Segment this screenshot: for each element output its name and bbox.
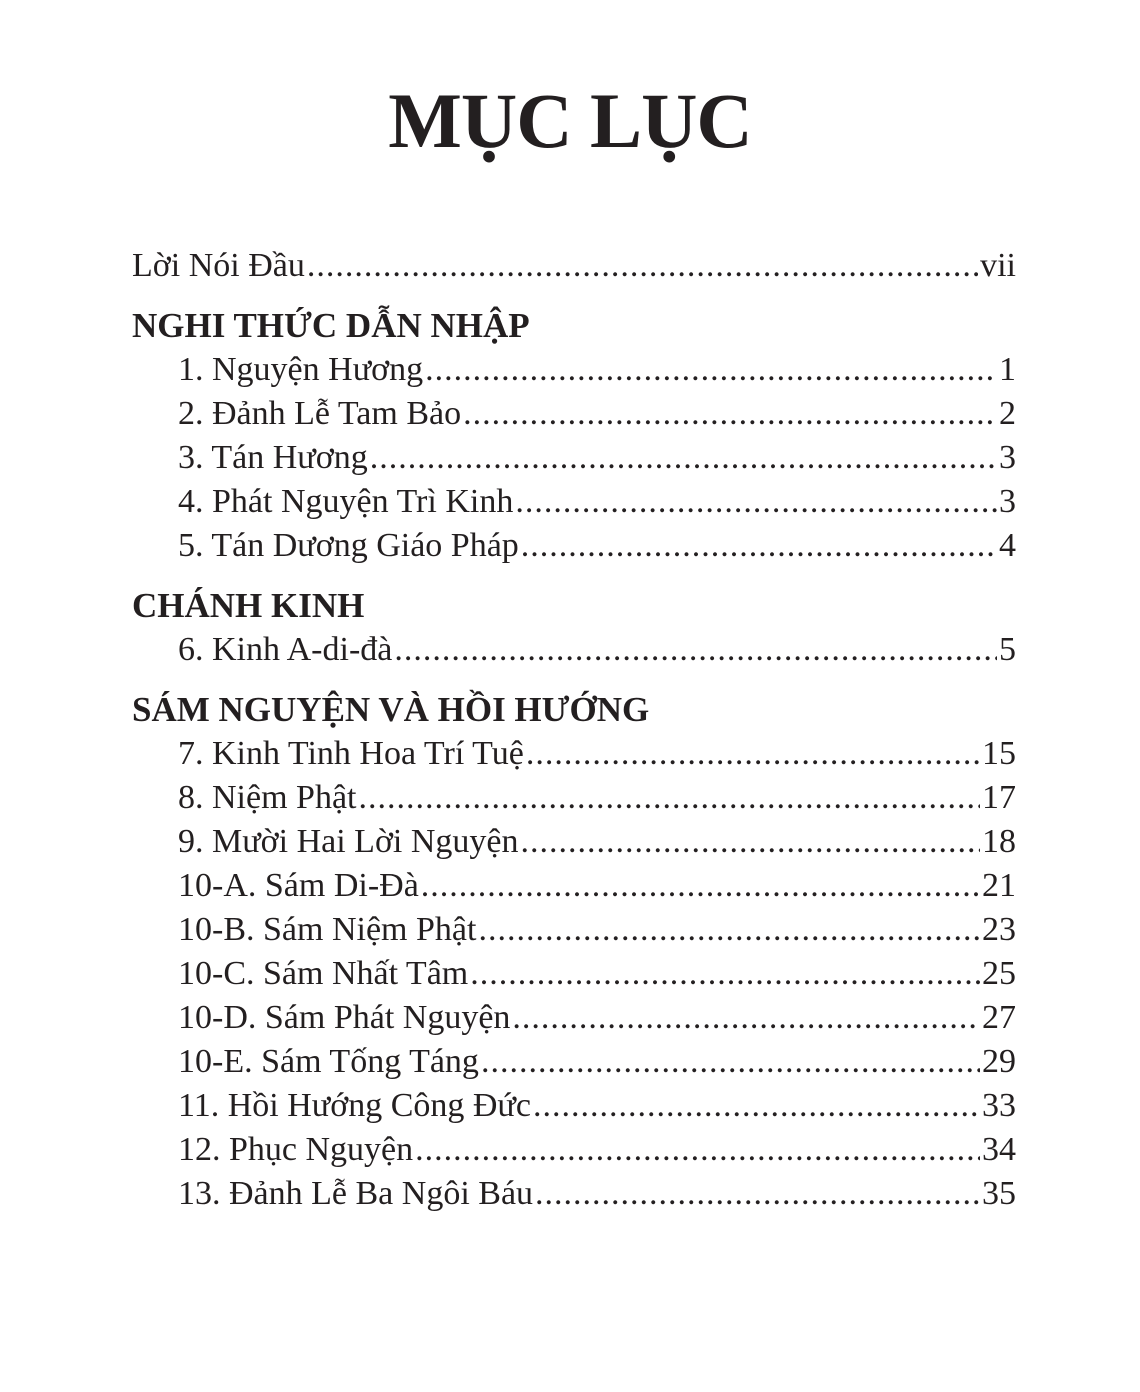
toc-entry[interactable] [132, 348, 1016, 392]
toc-entry-label: 11. Hồi Hướng Công Đức [178, 1087, 531, 1124]
toc-entry-page: 2 [999, 395, 1016, 432]
dot-leader [415, 1128, 980, 1172]
toc-entry[interactable] [132, 480, 1016, 524]
toc-entry-page: 33 [982, 1087, 1016, 1124]
section-heading: CHÁNH KINH [132, 586, 365, 625]
toc-entry-label: 9. Mười Hai Lời Nguyện [178, 823, 519, 860]
dot-leader [370, 436, 997, 480]
toc-entry[interactable] [132, 392, 1016, 436]
toc-entry-label: 13. Đảnh Lễ Ba Ngôi Báu [178, 1175, 534, 1212]
dot-leader [421, 864, 980, 908]
section-heading: SÁM NGUYỆN VÀ HỒI HƯỚNG [132, 690, 650, 729]
toc-entry-page: 23 [982, 911, 1016, 948]
dot-leader [526, 732, 980, 776]
section-heading: NGHI THỨC DẪN NHẬP [132, 306, 530, 345]
toc-entry-label: 10-B. Sám Niệm Phật [178, 911, 477, 948]
dot-leader [533, 1084, 980, 1128]
dot-leader [463, 392, 997, 436]
toc-entry-page: 5 [999, 631, 1016, 668]
toc-entry-label: 4. Phát Nguyện Trì Kinh [178, 483, 514, 520]
toc-entry-label: 8. Niệm Phật [178, 779, 357, 816]
toc-entry[interactable] [132, 820, 1016, 864]
toc-entry[interactable] [132, 864, 1016, 908]
toc-entry[interactable] [132, 436, 1016, 480]
toc-entry-page: 15 [982, 735, 1016, 772]
toc-entry-label: 6. Kinh A-di-đà [178, 631, 393, 668]
toc-entry-page: 1 [999, 351, 1016, 388]
toc-entry-page: 27 [982, 999, 1016, 1036]
toc-entry-label: 12. Phục Nguyện [178, 1131, 414, 1168]
toc-entry-page: 18 [982, 823, 1016, 860]
table-of-contents [132, 244, 1016, 1216]
toc-entry-label: 10-A. Sám Di-Đà [178, 867, 419, 904]
toc-entry-intro[interactable] [132, 244, 1016, 288]
toc-entry[interactable] [132, 524, 1016, 568]
dot-leader [478, 908, 980, 952]
toc-entry-label: 2. Đảnh Lễ Tam Bảo [178, 395, 462, 432]
dot-leader [512, 996, 980, 1040]
page-title: MỤC LỤC [388, 77, 752, 164]
toc-entry[interactable] [132, 1084, 1016, 1128]
toc-entry-label: 10-E. Sám Tống Táng [178, 1043, 479, 1080]
toc-entry-page: 25 [982, 955, 1016, 992]
toc-entry[interactable] [132, 628, 1016, 672]
toc-entry-label: 3. Tán Hương [178, 439, 368, 476]
toc-entry[interactable] [132, 776, 1016, 820]
dot-leader [394, 628, 997, 672]
toc-entry-label: 10-C. Sám Nhất Tâm [178, 955, 469, 992]
toc-entry-page: 21 [982, 867, 1016, 904]
dot-leader [535, 1172, 980, 1216]
toc-entry-page: 3 [999, 439, 1016, 476]
toc-entry[interactable] [132, 1040, 1016, 1084]
toc-entry[interactable] [132, 996, 1016, 1040]
toc-entry-label: 10-D. Sám Phát Nguyện [178, 999, 511, 1036]
dot-leader [307, 244, 978, 288]
toc-entry[interactable] [132, 952, 1016, 996]
toc-entry-page: vii [980, 247, 1016, 284]
toc-entry-label: 5. Tán Dương Giáo Pháp [178, 527, 519, 564]
toc-entry-page: 3 [999, 483, 1016, 520]
toc-entry[interactable] [132, 732, 1016, 776]
toc-entry-page: 34 [982, 1131, 1016, 1168]
dot-leader [481, 1040, 980, 1084]
toc-entry-page: 4 [999, 527, 1016, 564]
toc-entry-page: 17 [982, 779, 1016, 816]
dot-leader [521, 524, 997, 568]
toc-entry[interactable] [132, 1128, 1016, 1172]
dot-leader [521, 820, 980, 864]
dot-leader [358, 776, 980, 820]
toc-entry-page: 35 [982, 1175, 1016, 1212]
dot-leader [425, 348, 997, 392]
dot-leader [470, 952, 980, 996]
toc-entry-label: 1. Nguyện Hương [178, 351, 424, 388]
toc-entry[interactable] [132, 1172, 1016, 1216]
toc-entry-label: Lời Nói Đầu [132, 247, 305, 284]
toc-entry-page: 29 [982, 1043, 1016, 1080]
toc-entry-label: 7. Kinh Tinh Hoa Trí Tuệ [178, 735, 524, 772]
dot-leader [515, 480, 997, 524]
toc-entry[interactable] [132, 908, 1016, 952]
